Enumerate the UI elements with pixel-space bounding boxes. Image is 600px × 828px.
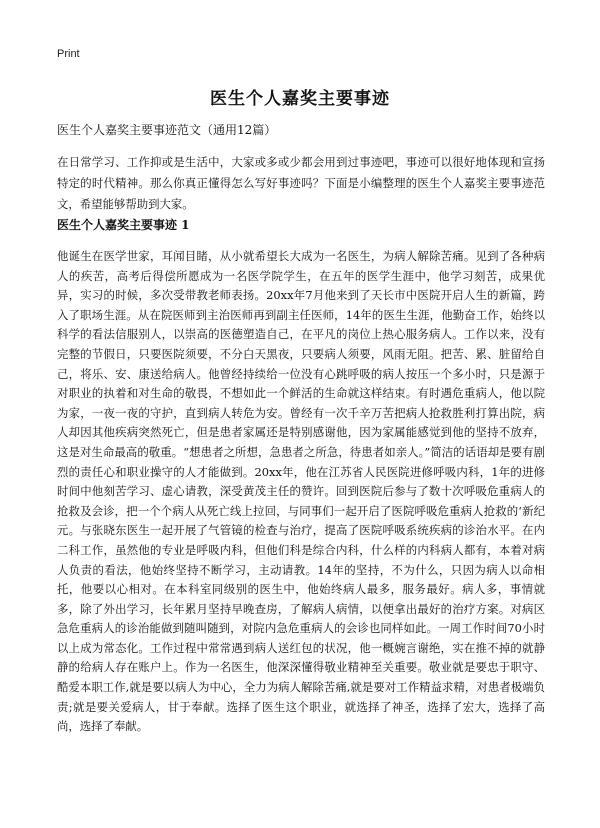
print-link[interactable]: Print <box>57 48 80 60</box>
section-heading: 医生个人嘉奖主要事迹 1 <box>57 218 190 232</box>
document-title: 医生个人嘉奖主要事迹 <box>210 89 390 109</box>
intro-paragraph: 在日常学习、工作抑或是生活中，大家或多或少都会用到过事迹吧，事迹可以很好地体现和宣扬特定的时代精神。那么你真正懂得怎么写好事迹吗？下面是小编整理的医生个人嘉奖主要事迹范文，希望能够帮助到大家。 <box>57 155 545 211</box>
document-subtitle: 医生个人嘉奖主要事迹范文（通用12篇） <box>57 123 277 137</box>
section-body: 他诞生在医学世家，耳闻目睹，从小就希望长大成为一名医生，为病人解除苦痛。见到了各种病人的疾苦，高考后得偿所愿成为一名医学院学生，在五年的医学生涯中，他学习刻苦，成果优异，实习的时候，多次受带教老师表扬。20xx年7月他来到了天长市中医院开启人生的新篇，跨入了职场生涯。从在院医师到主治医师再到副主任医师，14年的医生生涯，他勤奋工作，始终以科学的看法信服别人，以崇高的医德塑造自己，在平凡的岗位上热心服务病人。工作以来，没有完整的节假日，只要医院须要，不分白天黑夜，只要病人须要，风雨无阻。把苦、累、脏留给自己，将乐、安、康送给病人。他曾经持续给一位没有心跳呼吸的病人按压一个多小时，只是源于对职业的执着和对生命的敬畏，不想如此一个鲜活的生命就这样结束。有时遇危重病人，他以院为家，一夜一夜的守护，直到病人转危为安。曾经有一次千辛万苦把病人抢救胜利打算出院，病人却因其他疾病突然死亡，但是患者家属还是特别感谢他，因为家属能感觉到他的坚持不放弃，这是对生命最高的敬重。“想患者之所想，急患者之所急，待患者如亲人。”简洁的话语却是要有剧烈的责任心和职业操守的人才能做到。20xx年，他在江苏省人民医院进修呼吸内科，1年的进修时间中他刻苦学习、虚心请教，深受黄茂主任的赞许。回到医院后参与了数十次呼吸危重病人的抢救及会诊，把一个个病人从死亡线上拉回，与同事们一起开启了医院呼吸危重病人抢救的‘新纪元。与张晓东医生一起开展了气管镜的检查与治疗，提高了医院呼吸系统疾病的诊治水平。在内二科工作，虽然他的专业是呼吸内科，但他们科是综合内科，什么样的内科病人都有，本着对病人负责的看法，他始终坚持不断学习，主动请教。14年的坚持，不为什么，只因为病人以命相托，他要以心相对。在本科室同级别的医生中，他始终病人最多，服务最好。病人多，事情就多，除了外出学习，长年累月坚持早晚查房，了解病人病情，以便拿出最好的治疗方案。对病区急危重病人的诊治能做到随叫随到，对院内急危重病人的会诊也同样如此。一周工作时间70小时以上成为常态化。工作过程中常常遇到病人送红包的状况，他一概婉言谢绝，实在推不掉的就静静的给病人存在账户上。作为一名医生，他深深懂得敬业精神至关重要。敬业就是要忠于职守、酷爱本职工作,就是要以病人为中心，全力为病人解除苦痛,就是要对工作精益求精，对患者极端负责;就是要关爱病人，甘于奉献。选择了医生这个职业，就选择了神圣，选择了宏大，选择了高尚，选择了奉献。 <box>57 249 545 734</box>
